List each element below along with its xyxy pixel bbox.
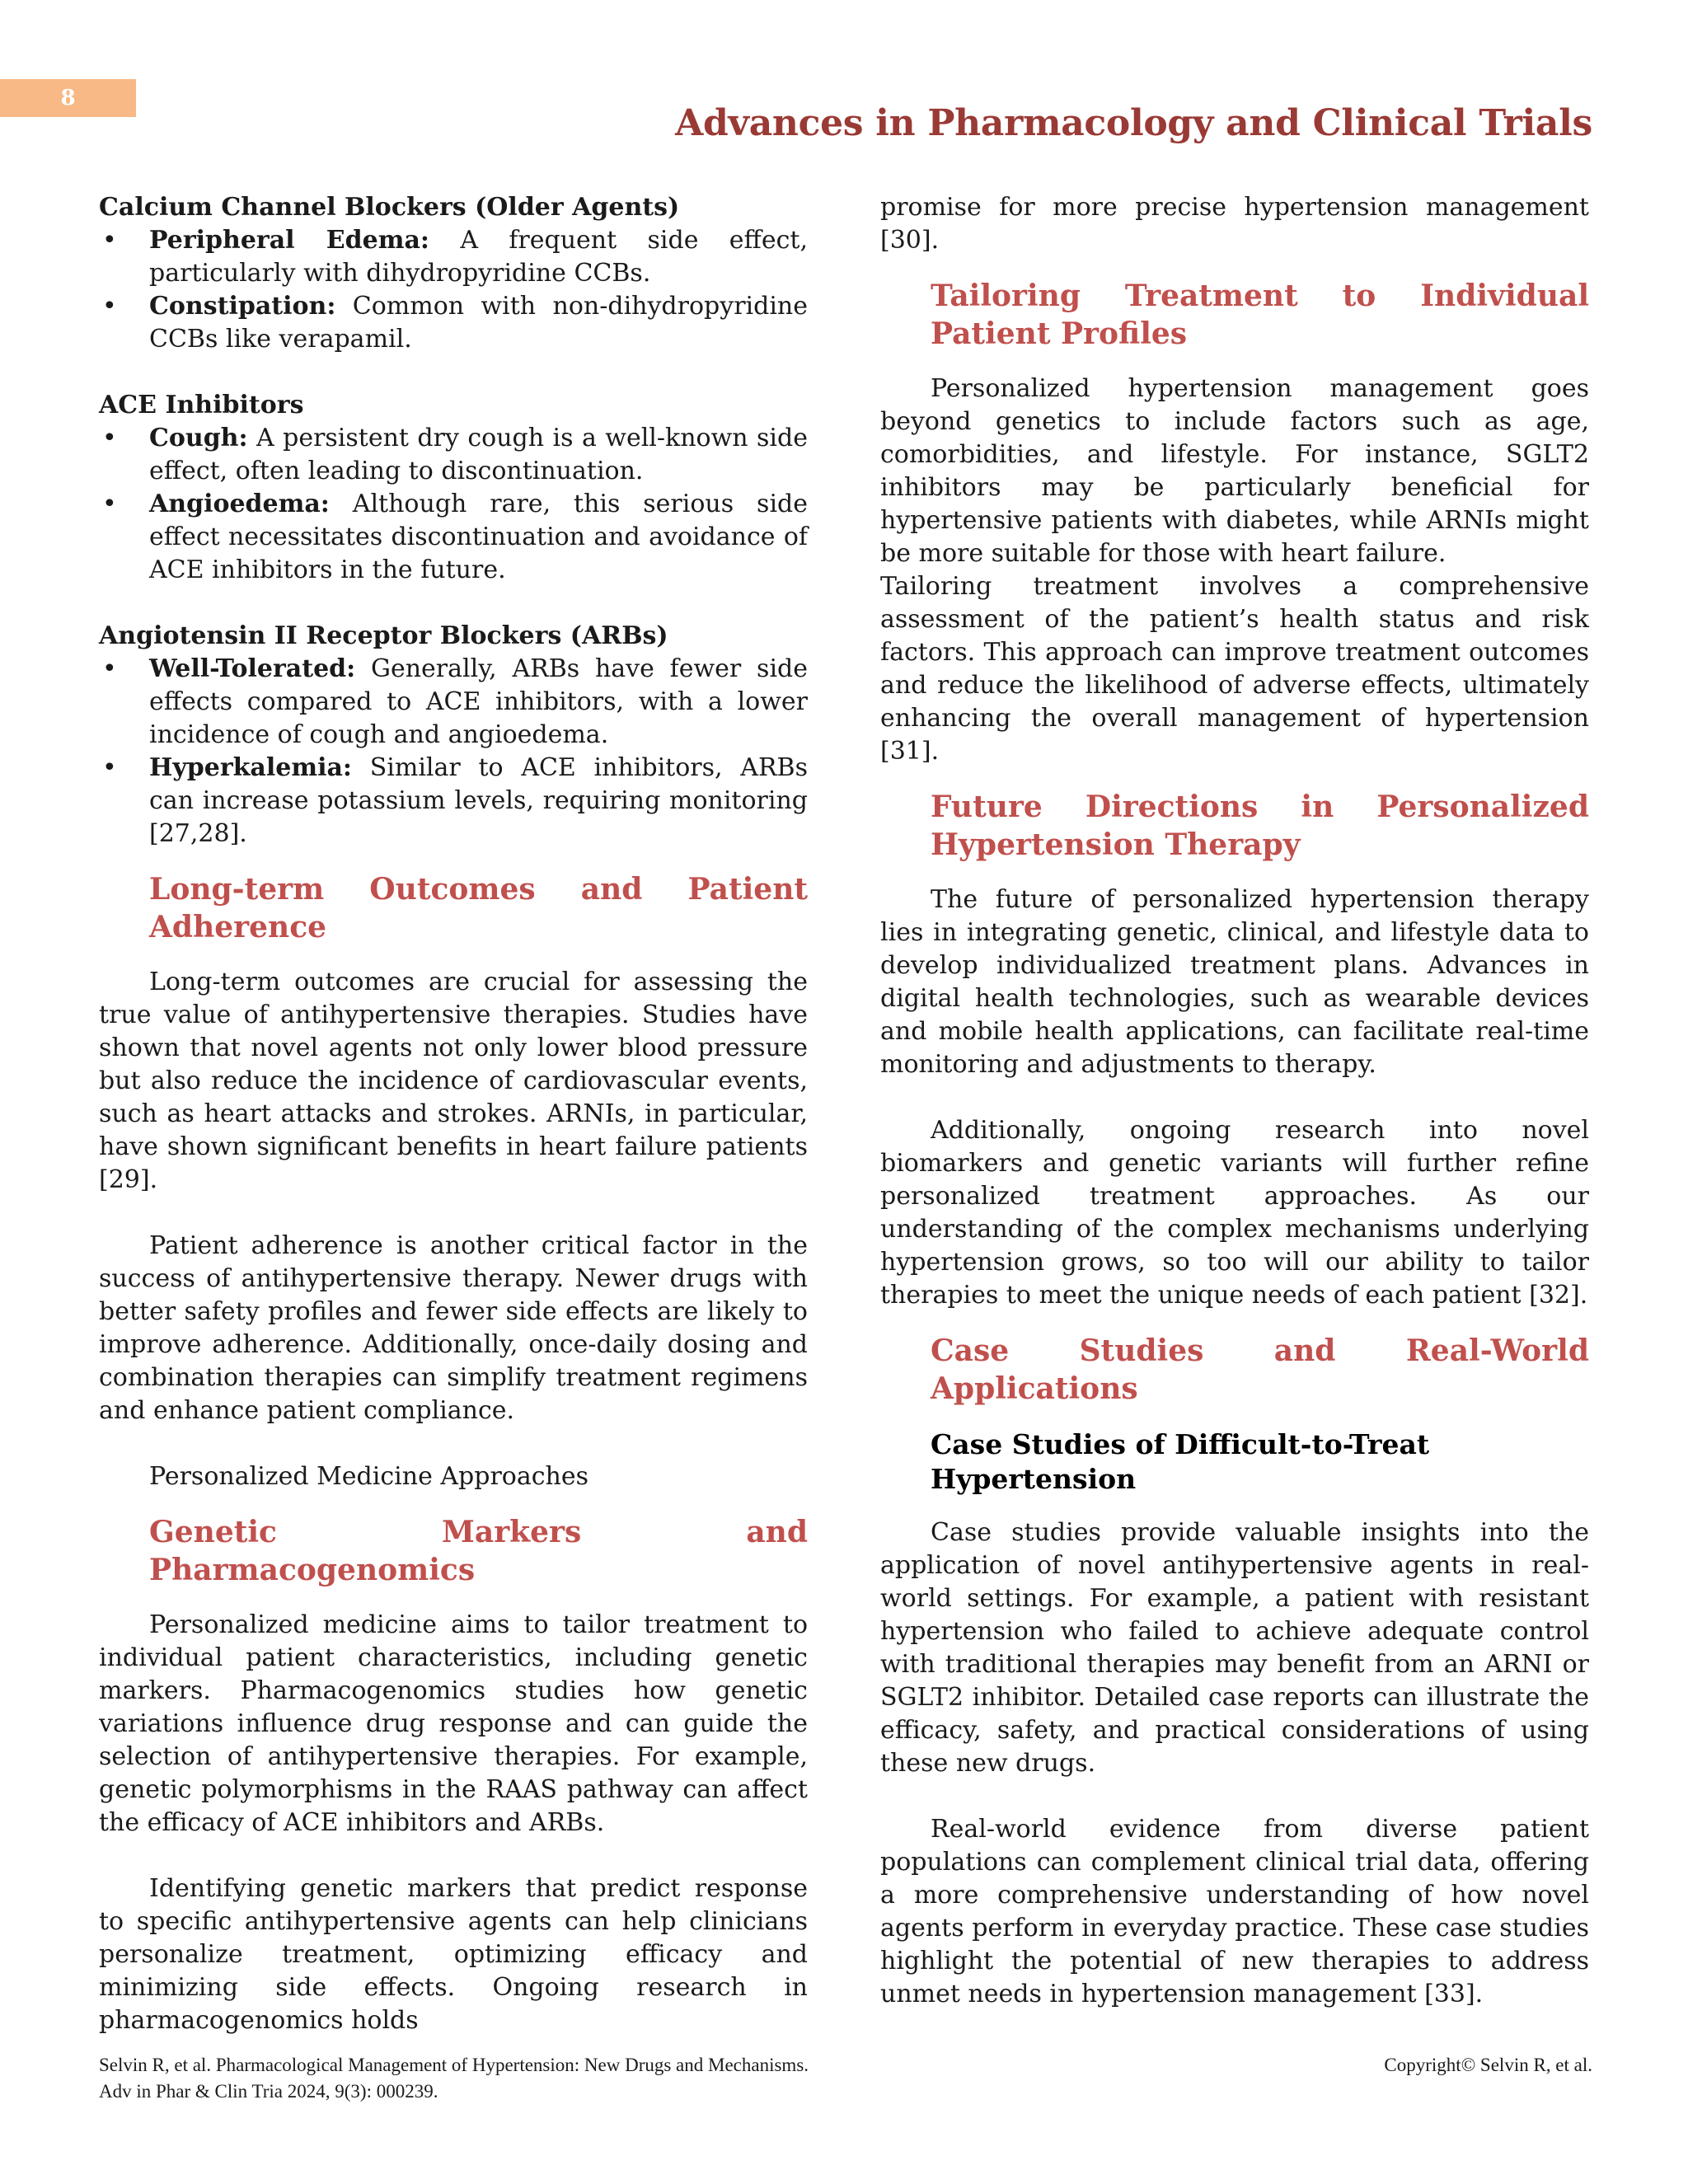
tailoring-heading: Tailoring Treatment to Individual Patient Profiles	[931, 279, 1589, 351]
ace-heading: ACE Inhibitors	[99, 391, 304, 419]
case-heading: Case Studies and Real-World Applications	[931, 1333, 1589, 1406]
footer-citation	[99, 2052, 809, 2105]
tailoring-paragraph-2: Tailoring treatment involves a comprehensive assessment of the patient’s health status and risk factors. This approach can improve treatment outcomes and reduce the likelihood of adverse effects, ultimately enhancing the overall management of hypertension [31].	[880, 572, 1589, 766]
genetic-paragraph-2: Identifying genetic markers that predict response to specific antihypertensive agents can help clinicians personalize treatment, optimizing efficacy and minimizing side effects. Ongoing research in pharmacogenomics holds	[99, 1874, 808, 2035]
list-item	[99, 488, 808, 587]
genetic-heading: Genetic Markers and Pharmacogenomics	[149, 1515, 808, 1587]
citation-line-1: Selvin R, et al. Pharmacological Management of Hypertension: New Drugs and Mechanisms.	[99, 2055, 809, 2075]
bullet-term: Hyperkalemia:	[149, 753, 353, 782]
ccb-list	[99, 224, 808, 356]
bullet-term: Well-Tolerated:	[149, 654, 356, 683]
bullet-term: Angioedema:	[149, 490, 330, 518]
bullet-text: A persistent dry cough is a well-known side effect, often leading to discontinuation.	[149, 424, 808, 485]
arb-heading: Angiotensin II Receptor Blockers (ARBs)	[99, 621, 668, 650]
bullet-term: Constipation:	[149, 292, 336, 321]
arb-list	[99, 653, 808, 851]
future-paragraph-1: The future of personalized hypertension therapy lies in integrating genetic, clinical, and lifestyle data to develop individualized treatment plans. Advances in digital health technologies, such as wearable devices and mobile health applications, can facilitate real-time monitoring and adjustments to therapy.	[880, 885, 1589, 1079]
genetic-paragraph-1: Personalized medicine aims to tailor treatment to individual patient characteristics, including genetic markers. Pharmacogenomics studies how genetic variations influence drug response and can guide the selection of antihypertensive therapies. For example, genetic polymorphisms in the RAAS pathway can affect the efficacy of ACE inhibitors and ARBs.	[99, 1610, 808, 1837]
future-paragraph-2: Additionally, ongoing research into novel biomarkers and genetic variants will further refine personalized treatment approaches. As our understanding of the complex mechanisms underlying hypertension grows, so too will our ability to tailor therapies to meet the unique needs of each patient [32].	[880, 1116, 1589, 1310]
case-paragraph-1: Case studies provide valuable insights into the application of novel antihypertensive agents in real-world settings. For example, a patient with resistant hypertension who failed to achieve adequate control with traditional therapies may benefit from an ARNI or SGLT2 inhibitor. Detailed case reports can illustrate the efficacy, safety, and practical considerations of using these new drugs.	[880, 1518, 1589, 1778]
bullet-term: Cough:	[149, 424, 248, 452]
tailoring-paragraph-1: Personalized hypertension management goes beyond genetics to include factors such as age, comorbidities, and lifestyle. For instance, SGLT2 inhibitors may be particularly beneficial for hypertensive patients with diabetes, while ARNIs might be more suitable for those with heart failure.	[880, 374, 1589, 568]
citation-line-2: Adv in Phar & Clin Tria 2024, 9(3): 000239.	[99, 2081, 438, 2102]
outcomes-paragraph-1: Long-term outcomes are crucial for assessing the true value of antihypertensive therapies. Studies have shown that novel agents not only lower blood pressure but also reduce the incidence of cardiovascular events, such as heart attacks and strokes. ARNIs, in particular, have shown significant benefits in heart failure patients [29].	[99, 968, 808, 1194]
ace-list	[99, 422, 808, 587]
list-item	[99, 290, 808, 356]
bullet-text: Common with non-dihydropyridine CCBs like verapamil.	[149, 292, 808, 354]
case-paragraph-2: Real-world evidence from diverse patient populations can complement clinical trial data, offering a more comprehensive understanding of how novel agents perform in everyday practice. These case studies highlight the potential of new therapies to address unmet needs in hypertension management [33].	[880, 1815, 1589, 2008]
page-number: 8	[0, 79, 136, 117]
left-column	[99, 191, 808, 2037]
list-item	[99, 224, 808, 290]
outcomes-paragraph-2: Patient adherence is another critical factor in the success of antihypertensive therapy. Newer drugs with better safety profiles and fewer side effects are likely to improve adherence. Additionally, once-daily dosing and combination therapies can simplify treatment regimens and enhance patient compliance.	[99, 1231, 808, 1425]
bullet-term: Peripheral Edema:	[149, 226, 429, 255]
continuation-line: promise for more precise hypertension management [30].	[880, 193, 1589, 255]
personalized-label: Personalized Medicine Approaches	[149, 1462, 588, 1491]
list-item	[99, 653, 808, 752]
list-item	[99, 752, 808, 851]
bullet-text: Similar to ACE inhibitors, ARBs can increase potassium levels, requiring monitoring [27,28].	[149, 753, 808, 848]
bullet-text: Generally, ARBs have fewer side effects compared to ACE inhibitors, with a lower incidence of cough and angioedema.	[149, 654, 808, 749]
journal-title: Advances in Pharmacology and Clinical Trials	[675, 102, 1592, 144]
footer-copyright: Copyright© Selvin R, et al.	[1384, 2055, 1592, 2075]
list-item	[99, 422, 808, 488]
ccb-heading: Calcium Channel Blockers (Older Agents)	[99, 193, 680, 222]
bullet-text: Although rare, this serious side effect necessitates discontinuation and avoidance of ACE inhibitors in the future.	[149, 490, 808, 584]
bullet-text: A frequent side effect, particularly with dihydropyridine CCBs.	[149, 226, 808, 288]
outcomes-heading: Long-term Outcomes and Patient Adherence	[149, 872, 808, 944]
right-column	[880, 191, 1589, 2011]
future-heading: Future Directions in Personalized Hypertension Therapy	[931, 790, 1589, 862]
case-subheading: Case Studies of Difficult-to-Treat Hypertension	[931, 1428, 1430, 1495]
